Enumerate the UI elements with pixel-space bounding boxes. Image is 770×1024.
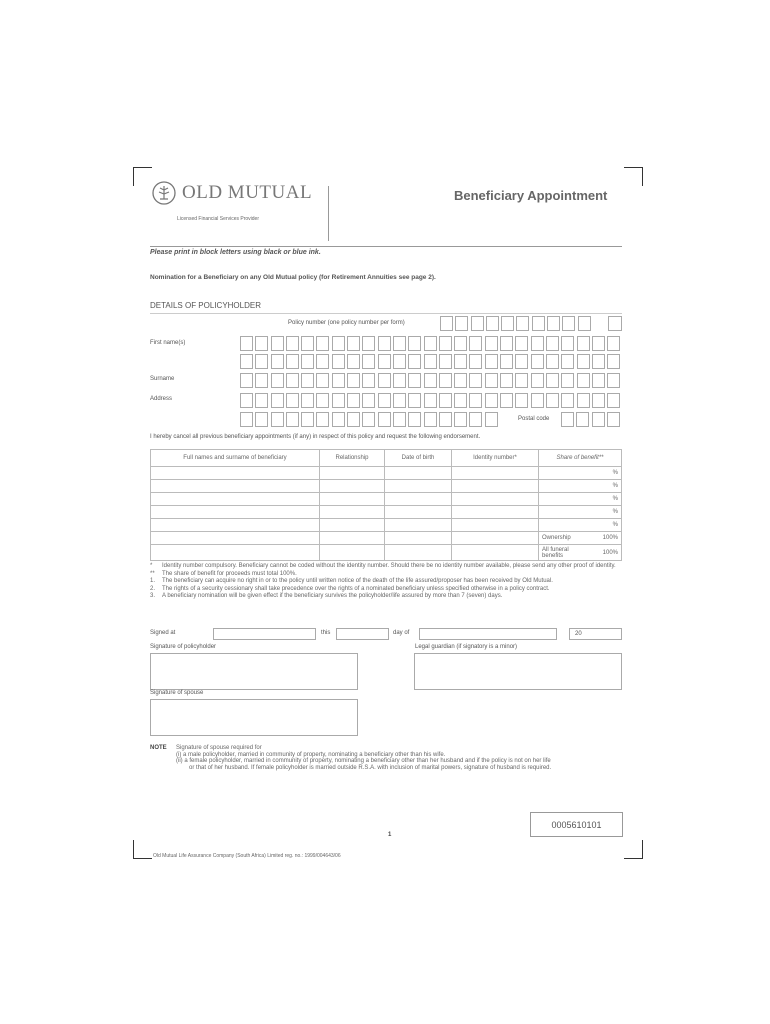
ownership-label: Ownership [542, 535, 571, 541]
crop-mark-bottom-left [133, 840, 152, 859]
percent-sign: % [539, 493, 622, 506]
section-title-policyholder: DETAILS OF POLICYHOLDER [150, 301, 261, 310]
header-divider-vertical [328, 186, 329, 241]
year-input[interactable] [569, 628, 622, 640]
beneficiary-table [150, 449, 622, 561]
funeral-row [151, 545, 622, 561]
company-registration: Old Mutual Life Assurance Company (South Africa) Limited reg. no.: 1999/004643/06 [153, 853, 341, 859]
day-input[interactable] [336, 628, 389, 640]
policy-number-label: Policy number (one policy number per form) [288, 320, 405, 326]
legal-guardian-signature-box[interactable] [414, 653, 622, 690]
col-date-of-birth: Date of birth [385, 450, 452, 467]
col-relationship: Relationship [320, 450, 385, 467]
brand-tagline: Licensed Financial Services Provider [177, 216, 259, 222]
month-input[interactable] [419, 628, 557, 640]
legal-guardian-label: Legal guardian (if signatory is a minor) [415, 644, 518, 650]
address-input-row-1[interactable] [240, 393, 622, 408]
col-full-names: Full names and surname of beneficiary [151, 450, 320, 467]
col-identity-number: Identity number* [452, 450, 539, 467]
postal-code-input[interactable] [561, 412, 622, 427]
nomination-instruction: Nomination for a Beneficiary on any Old Mutual policy (for Retirement Annuities see page 2). [150, 274, 436, 281]
table-row[interactable] [151, 519, 622, 532]
signature-policyholder-box[interactable] [150, 653, 358, 690]
table-header-row [151, 450, 622, 467]
footnotes [150, 563, 622, 601]
col-share-of-benefit: Share of benefit** [539, 450, 622, 467]
header-rule [150, 246, 622, 247]
table-row[interactable] [151, 506, 622, 519]
page-number: 1 [388, 832, 392, 838]
signature-policyholder-label: Signature of policyholder [150, 644, 217, 650]
signature-spouse-box[interactable] [150, 699, 358, 736]
postal-code-label: Postal code [518, 416, 550, 422]
signed-at-input[interactable] [213, 628, 316, 640]
note-item-1: (i) a male policyholder, married in community of property, nominating a beneficiary other than his wife. [176, 751, 446, 758]
form-number: 0005610101 [551, 820, 602, 830]
first-names-input-row-2[interactable] [240, 354, 622, 369]
year-prefix: 20 [575, 631, 582, 637]
percent-sign: % [539, 519, 622, 532]
crop-mark-top-right [624, 167, 643, 186]
crop-mark-bottom-right [624, 840, 643, 859]
print-instruction: Please print in block letters using black or blue ink. [150, 249, 321, 256]
crop-mark-top-left [133, 167, 152, 186]
first-names-label: First name(s) [150, 340, 186, 346]
ownership-value: 100% [602, 535, 618, 541]
this-label: this [321, 630, 331, 636]
percent-sign: % [539, 480, 622, 493]
logo [152, 181, 312, 205]
footnote-2: 2. The rights of a security cessionary shall take precedence over the rights of a nominated beneficiary unless specified otherwise in a policy contract. [150, 585, 550, 592]
address-label: Address [150, 396, 173, 402]
footnote-1: 1. The beneficiary can acquire no right in or to the policy until written notice of the death of the life assured/proposer has been received by Old Mutual. [150, 578, 553, 584]
signed-at-label: Signed at [150, 630, 176, 636]
address-input-row-2[interactable] [240, 412, 500, 427]
surname-input[interactable] [240, 373, 622, 388]
table-row[interactable] [151, 480, 622, 493]
page-title: Beneficiary Appointment [454, 188, 608, 203]
cancel-statement: I hereby cancel all previous beneficiary appointments (if any) in respect of this policy and request the following endorsement. [150, 434, 481, 440]
first-names-input-row-1[interactable] [240, 336, 622, 351]
policy-check-digit-input[interactable] [608, 316, 622, 331]
funeral-value: 100% [602, 550, 618, 556]
ownership-row [151, 532, 622, 545]
policy-number-input[interactable] [440, 316, 593, 331]
note-item-2-continued: or that of her husband. If female policyholder is married outside R.S.A. with inclusion of marital powers, signature of husband is required. [189, 764, 552, 771]
day-of-label: day of [393, 630, 410, 636]
percent-sign: % [539, 467, 622, 480]
note-label: NOTE [150, 745, 167, 751]
section-rule [150, 313, 622, 314]
signature-spouse-label: Signature of spouse [150, 690, 204, 696]
spouse-signature-note [150, 745, 625, 771]
footnote-share: ** The share of benefit for proceeds must total 100%. [150, 570, 297, 577]
note-intro: Signature of spouse required for [176, 745, 262, 751]
note-item-2: (ii) a female policyholder, married in community of property, nominating a beneficiary other than her husband and if the policy is not on her life [176, 758, 551, 764]
form-number-box [530, 812, 623, 837]
funeral-label: All funeral benefits [542, 546, 569, 559]
percent-sign: % [539, 506, 622, 519]
table-row[interactable] [151, 467, 622, 480]
brand-name: OLD MUTUAL [182, 182, 313, 203]
footnote-3: 3. A beneficiary nomination will be given effect if the beneficiary survives the policyholder/life assured by more than 7 (seven) days. [150, 593, 503, 599]
footnote-identity: * Identity number compulsory. Beneficiary cannot be coded without the identity number. Should there be no identity number available, please send any other proof of identity. [150, 563, 616, 569]
surname-label: Surname [150, 376, 175, 382]
table-row[interactable] [151, 493, 622, 506]
tree-emblem-icon [152, 181, 176, 205]
